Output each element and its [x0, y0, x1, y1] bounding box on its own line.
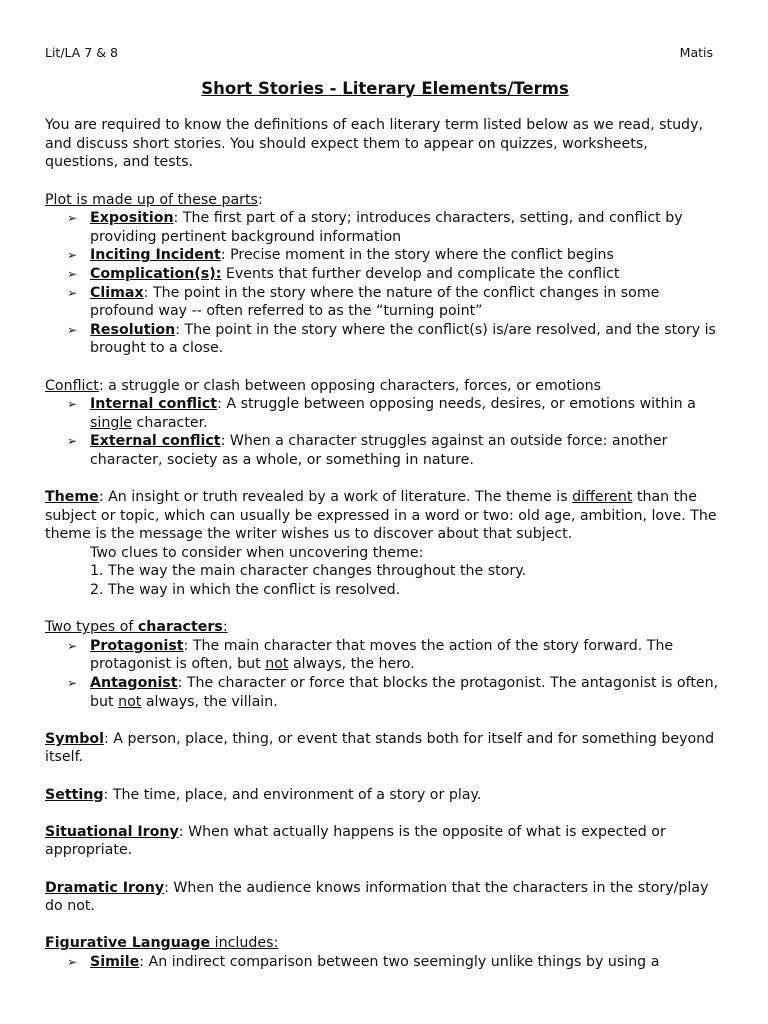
arrow-bullet-icon: ➢	[67, 676, 78, 690]
theme-term: Theme	[45, 489, 99, 506]
theme-paragraph: Theme: An insight or truth revealed by a work of literature. The theme is different than the subject or topic, which can usually be expressed in a word or two: old age, ambition, love. The theme is the message the writer wishes us to discover about that subject.	[45, 489, 717, 543]
arrow-bullet-icon: ➢	[67, 211, 78, 226]
arrow-bullet-icon: ➢	[67, 954, 78, 969]
plot-heading: Plot is made up of these parts:	[45, 191, 263, 208]
conflict-list	[45, 395, 725, 469]
list-item: ➢ Climax: The point in the story where the nature of the conflict changes in some profound way -- often referred to as the “turning point”	[67, 284, 660, 320]
theme-clues-intro: Two clues to consider when uncovering theme:	[90, 544, 424, 561]
list-item: ➢ Complication(s): Events that further develop and complicate the conflict	[67, 265, 620, 282]
theme-clue-2: 2. The way in which the conflict is resolved.	[90, 582, 401, 599]
plot-list	[45, 209, 725, 358]
symbol-paragraph: Symbol: A person, place, thing, or event that stands both for itself and for something beyond itself.	[45, 730, 715, 766]
document-page	[45, 44, 725, 972]
list-item: ➢ Resolution: The point in the story where the conflict(s) is/are resolved, and the story is brought to a close.	[67, 321, 716, 357]
arrow-bullet-icon: ➢	[67, 397, 78, 412]
arrow-bullet-icon: ➢	[67, 322, 78, 337]
situational-irony-paragraph: Situational Irony: When what actually happens is the opposite of what is expected or appropriate.	[45, 823, 666, 859]
arrow-bullet-icon: ➢	[67, 434, 78, 449]
page-title: Short Stories - Literary Elements/Terms	[201, 78, 569, 98]
plot-lead: is made up of these parts	[71, 191, 258, 208]
header-course: Lit/LA 7 & 8	[45, 45, 118, 60]
list-item: ➢ External conflict: When a character struggles against an outside force: another character, society as a whole, or something in nature.	[67, 433, 668, 468]
characters-term: characters	[137, 619, 223, 636]
conflict-heading: Conflict: a struggle or clash between opposing characters, forces, or emotions	[45, 377, 602, 394]
theme-clue-1: 1. The way the main character changes throughout the story.	[90, 563, 527, 580]
dramatic-irony-paragraph: Dramatic Irony: When the audience knows information that the characters in the story/play do not.	[45, 879, 709, 915]
conflict-term: Conflict	[45, 377, 99, 394]
figurative-heading: Figurative Language includes:	[45, 935, 279, 952]
list-item: ➢ Simile: An indirect comparison between two seemingly unlike things by using a	[67, 953, 660, 970]
list-item: ➢ Inciting Incident: Precise moment in the story where the conflict begins	[67, 247, 614, 264]
header-teacher: Matis	[679, 45, 713, 60]
list-item: ➢ Protagonist: The main character that moves the action of the story forward. The protagonist is often, but not always, the hero.	[67, 637, 674, 673]
list-item: ➢ Exposition: The first part of a story; introduces characters, setting, and conflict by providing pertinent background information	[67, 210, 683, 245]
arrow-bullet-icon: ➢	[67, 248, 78, 263]
list-item: ➢ Internal conflict: A struggle between opposing needs, desires, or emotions within a single character.	[67, 396, 696, 431]
figurative-list	[45, 953, 725, 972]
arrow-bullet-icon: ➢	[67, 638, 78, 653]
setting-paragraph: Setting: The time, place, and environment of a story or play.	[45, 786, 482, 803]
arrow-bullet-icon: ➢	[67, 266, 78, 281]
plot-term: Plot	[45, 191, 72, 208]
arrow-bullet-icon: ➢	[67, 285, 78, 300]
characters-list	[45, 637, 725, 711]
list-item: ➢ Antagonist: The character or force that blocks the protagonist. The antagonist is often, but not always, the villain.	[67, 675, 719, 710]
page-header	[45, 44, 725, 63]
characters-heading: Two types of characters:	[45, 619, 228, 636]
intro-paragraph: You are required to know the definitions of each literary term listed below as we read, study, and discuss short stories. You should expect them to appear on quizzes, worksheets, questions, and tests.	[45, 117, 703, 171]
